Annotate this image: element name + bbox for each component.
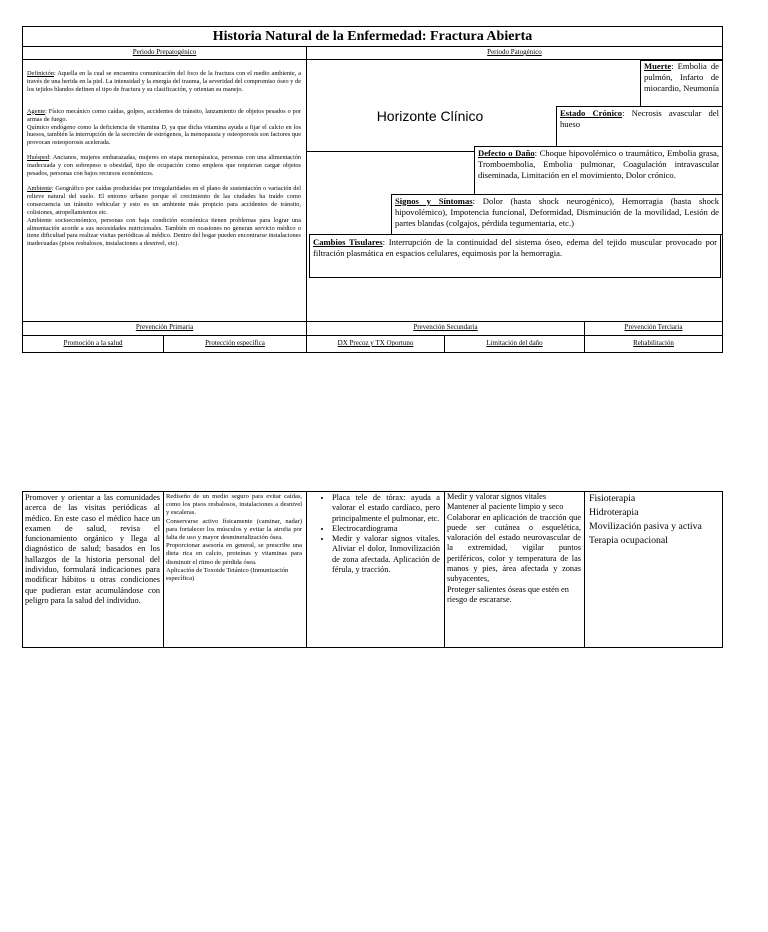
promocion-header: Promoción a la salud xyxy=(63,339,123,347)
limitacion-cell xyxy=(447,492,581,605)
signos-box: Signos y Síntomas: Dolor (hasta shock neurogénico), Hemorragia (hasta shock hipovolémico), Impotencia funcional, Deformidad, Disminución de la movilidad, Lesión de partes blandas (colgajos, pérdida tegumentaria, etc.) xyxy=(391,194,723,235)
dx-item: • Medir y valorar signos vitales. Aliviar el dolor, Inmovilización de zona afectada. Aplicación de férula, y tracción. xyxy=(332,534,440,575)
limitacion-line: Mantener al paciente limpio y seco xyxy=(447,502,564,512)
period-vertical-divider xyxy=(306,46,307,321)
huesped-paragraph: Huésped: Ancianos, mujeres embarazadas, mujeres en etapa menopáusica, personas con una alimentación inadecuada y con sobrepeso u obesidad, tipo de ocupación como empleos que requieran cargar objetos pesados, personas con bajos recursos económicos. xyxy=(27,154,301,178)
horizonte-clinico-label: Horizonte Clínico xyxy=(376,108,484,124)
cambios-box: Cambios Tisulares: Interrupción de la continuidad del sistema óseo, edema del tejido muscular provocado por filtración plasmática en espacios celulares, equimosis por la hemorragia. xyxy=(309,234,721,278)
prepatogenic-content xyxy=(27,70,301,248)
proteccion-paragraph-1: Rediseño de un medio seguro para evitar caídas, como los pisos resbalosos, instalaciones a desnivel y escaleras. xyxy=(166,493,302,517)
prevention-divider-mid xyxy=(22,335,723,336)
dx-item: • Electrocardiograma xyxy=(332,524,440,534)
period-divider xyxy=(22,59,723,60)
rehabilitacion-cell xyxy=(589,492,721,548)
prevention-terciaria-header: Prevención Terciaria xyxy=(624,323,683,331)
rehab-item: Hidroterapia xyxy=(589,507,639,518)
limitacion-line: Medir y valorar signos vitales xyxy=(447,492,547,501)
dx-cell xyxy=(318,493,440,575)
period-prepatogenic-header: Periodo Prepatogénico xyxy=(132,48,197,56)
proteccion-paragraph-2: Conservarse activo físicamente (caminar, nadar) para fortalecer los músculos y evitar la atrofia por falta de uso y mayor desmineralización ósea. xyxy=(166,517,302,542)
rehab-item: Fisioterapia xyxy=(589,493,636,504)
bvdiv-3 xyxy=(444,491,445,648)
dx-list xyxy=(318,493,440,575)
rehab-item: Terapia ocupacional xyxy=(589,535,669,546)
bvdiv-1 xyxy=(163,491,164,648)
prevention-primaria-header: Prevención Primaria xyxy=(135,323,194,331)
period-pathogenic-header: Periodo Patogénico xyxy=(487,48,542,56)
page-title: Historia Natural de la Enfermedad: Fractura Abierta xyxy=(212,29,533,44)
ambiente-paragraph: Ambiente: Geográfico por caídas producidas por irregularidades en el plano de sustentación o variación del relieve natural del suelo. El entorno urbano porque el crecimiento de las ciudades ha traído como consecuencia un tránsito vehicular y esto es un ambiente más propicio para accidentes de tránsito, colisiones, atropellamientos etc. xyxy=(27,184,301,216)
ambiente-paragraph-2: Ambiente socioeconómico, personas con baja condición económica tienen problemas para lograr una alimentación acorde a sus necesidades nutricionales. También en ocasiones no generan servicio médico o tiene dificultad para realizar visitas periódicas al médico. Dentro del hogar pueden encontrarse instalaciones inadecuadas (pisos resbalosos, instalaciones a desnivel, etc). xyxy=(27,216,301,248)
proteccion-paragraph-4: Aplicación de Toxoide Tetánico (Inmunización específica) xyxy=(166,566,289,583)
defecto-box: Defecto o Daño: Choque hipovolémico o traumático, Embolia grasa, Tromboembolia, Embolia pulmonar, Coagulación intravascular diseminada, Limitación en el movimiento, Dolor crónico. xyxy=(474,146,723,195)
bvdiv-2 xyxy=(306,491,307,648)
proteccion-header: Protección específica xyxy=(205,339,265,347)
limitacion-line: Proteger salientes óseas que estén en riesgo de escararse. xyxy=(447,584,569,604)
rehabilitacion-header: Rehabilitación xyxy=(633,339,674,347)
prevention-secundaria-header: Prevención Secundaria xyxy=(413,323,478,331)
rehab-item: Movilización pasiva y activa xyxy=(589,521,702,532)
muerte-box: Muerte: Embolia de pulmón, Infarto de miocardio, Neumonía xyxy=(640,60,723,107)
dx-header: DX Precoz y TX Oportuno xyxy=(337,339,414,347)
limitacion-line: Colaborar en aplicación de tracción que puede ser cutánea o esquelética, valoración del estado neurovascular de la extremidad, vigilar puntos periféricos, color y temperatura de las manos y pies, área afectada y zonas subyacentes, xyxy=(447,512,581,584)
proteccion-paragraph-3: Proporcionar asesoría en general, se prescribe una dieta rica en calcio, proteínas y vitaminas para disminuir el ritmo de pérdida ósea. xyxy=(166,542,302,566)
bvdiv-4 xyxy=(584,491,585,648)
agente-paragraph-2: Químico endógeno como la deficiencia de vitamina D, ya que dicha vitamina ayuda a fijar el calcio en los huesos, también la interrupción de la secreción de estrógenos, la menopausia y osteoporosis son factores que provocan osteoporosis acelerada. xyxy=(27,123,301,147)
proteccion-cell xyxy=(166,493,302,583)
estado-cronico-box: Estado Crónico: Necrosis avascular del hueso xyxy=(556,106,723,152)
promocion-cell: Promover y orientar a las comunidades acerca de las visitas periódicas al médico. En este caso el médico hace un examen de salud, revisa el funcionamiento orgánico y llega al diagnóstico de salud; basados en los hallazgos de la historia personal del individuo, formulará indicaciones para modificar hábitos u otras condiciones que pudieran estar acumulándose con peligro para la salud del individuo. xyxy=(25,493,160,605)
limitacion-header: Limitación del daño xyxy=(486,339,543,347)
definicion-paragraph: Definición: Aquella en la cual se encuentra comunicación del foco de la fractura con el medio ambiente, a través de una herida en la piel. La intensidad y la energía del trauma, la severidad del compromiso óseo y de los tejidos blandos definen el tipo de fractura y su clasificación, y orientan su manejo. xyxy=(27,70,301,93)
dx-item: • Placa tele de tórax: ayuda a valorar el estado cardíaco, pero principalmente el pulmonar, etc. xyxy=(332,493,440,524)
agente-paragraph: Agente: Físico mecánico como caídas, golpes, accidentes de tránsito, lanzamiento de objetos pesados o por armas de fuego. xyxy=(27,107,301,123)
